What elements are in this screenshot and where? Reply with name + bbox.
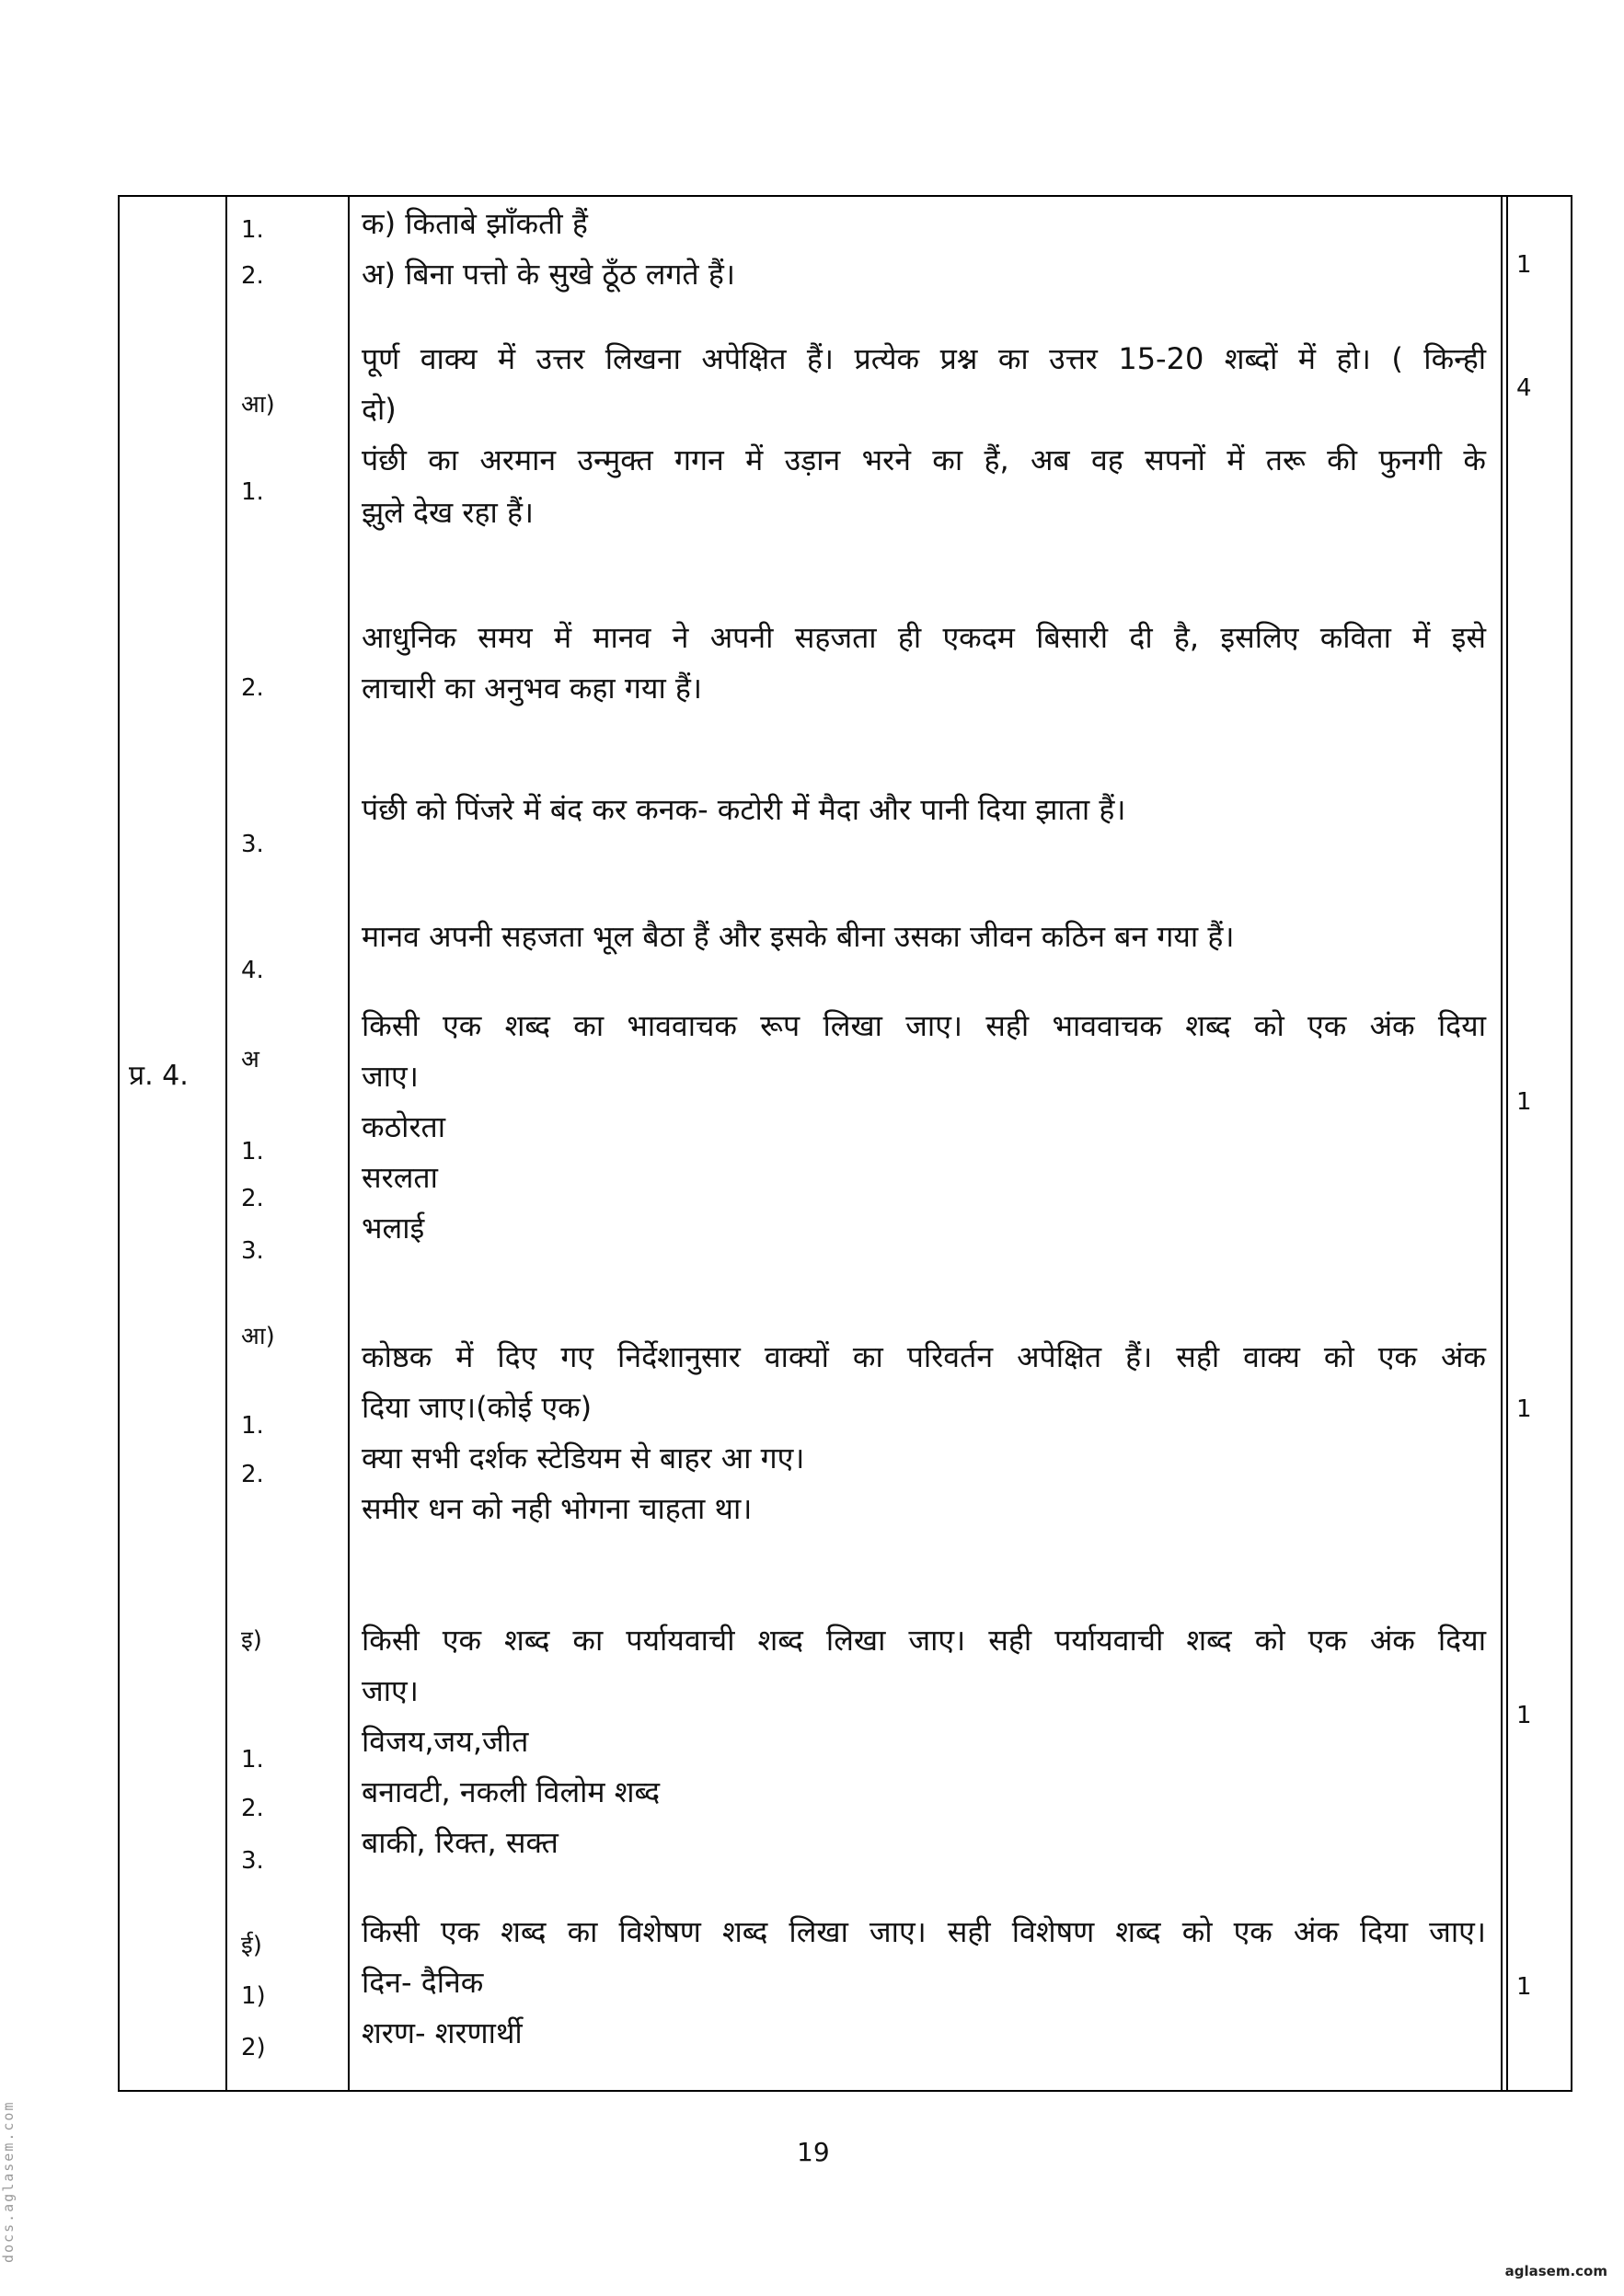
answer-line: क) किताबे झाँकती हैं — [362, 206, 588, 241]
sub-number: 1. — [241, 1138, 264, 1165]
answer-line: बनावटी, नकली विलोम शब्द — [362, 1774, 661, 1809]
sub-number: 2. — [241, 1185, 264, 1212]
marks-value: 1 — [1516, 1973, 1532, 2001]
marks-value: 1 — [1516, 1088, 1532, 1116]
sub-number: 1. — [241, 1412, 264, 1440]
answer-line: दो) — [362, 392, 397, 427]
sub-number: 1. — [241, 1746, 264, 1774]
sidebar-source-text: docs.aglasem.com — [0, 2100, 17, 2263]
answer-line: सरलता — [362, 1160, 438, 1195]
watermark-text: aglasem.com — [1504, 2263, 1607, 2279]
marks-value: 4 — [1516, 374, 1532, 402]
answer-line: क्या सभी दर्शक स्टेडियम से बाहर आ गए। — [362, 1441, 805, 1475]
sub-number: 3. — [241, 1237, 264, 1265]
answer-line: पूर्ण वाक्य में उत्तर लिखना अपेक्षित हैं। प्रत्येक प्रश्न का उत्तर 15-20 शब्दों में हो। ( किन्ही — [362, 341, 1486, 376]
sub-number: 2. — [241, 674, 264, 702]
answer-line: मानव अपनी सहजता भूल बैठा हैं और इसके बीना उसका जीवन कठिन बन गया हैं। — [362, 919, 1235, 954]
sub-number: इ) — [241, 1626, 262, 1654]
sub-number: 1. — [241, 478, 264, 506]
answer-line: कोष्ठक में दिए गए निर्देशानुसार वाक्यों का परिवर्तन अपेक्षित हैं। सही वाक्य को एक अंक — [362, 1339, 1486, 1374]
answer-line: दिन- दैनिक — [362, 1965, 484, 2000]
sub-number: आ) — [241, 1323, 275, 1350]
sub-number: ई) — [241, 1932, 262, 1959]
answer-line: पंछी को पिंजरे में बंद कर कनक- कटोरी में मैदा और पानी दिया झाता हैं। — [362, 792, 1126, 827]
answer-line: किसी एक शब्द का पर्यायवाची शब्द लिखा जाए। सही पर्यायवाची शब्द को एक अंक दिया — [362, 1623, 1486, 1658]
sub-number: 1) — [241, 1982, 266, 2010]
sub-number: 2. — [241, 262, 264, 290]
sub-number: 2. — [241, 1461, 264, 1488]
col-divider-3 — [1501, 195, 1503, 2092]
answer-line: समीर धन को नही भोगना चाहता था। — [362, 1491, 753, 1526]
sub-number: 4. — [241, 957, 264, 984]
col-divider-2 — [348, 195, 350, 2092]
answer-line: किसी एक शब्द का विशेषण शब्द लिखा जाए। सही विशेषण शब्द को एक अंक दिया जाए। — [362, 1914, 1486, 1949]
col-divider-4 — [1506, 195, 1508, 2092]
answer-line: कठोरता — [362, 1109, 446, 1144]
sub-number: आ) — [241, 391, 275, 419]
sub-number: 2. — [241, 1795, 264, 1822]
answer-line: झुले देख रहा हैं। — [362, 495, 535, 530]
table-left-border — [118, 195, 120, 2092]
sub-number: 2) — [241, 2034, 266, 2061]
answer-line: विजय,जय,जीत — [362, 1724, 529, 1759]
answer-line: बाकी, रिक्त, सक्त — [362, 1825, 559, 1860]
sub-number: 1. — [241, 216, 264, 244]
answer-line: लाचारी का अनुभव कहा गया हैं। — [362, 671, 703, 706]
marks-value: 1 — [1516, 251, 1532, 279]
marks-value: 1 — [1516, 1702, 1532, 1729]
answer-line: आधुनिक समय में मानव ने अपनी सहजता ही एकदम बिसारी दी है, इसलिए कविता में इसे — [362, 620, 1486, 655]
col-divider-1 — [225, 195, 227, 2092]
answer-line: दिया जाए।(कोई एक) — [362, 1390, 593, 1425]
answer-line: अ) बिना पत्तो के सुखे ठूँठ लगते हैं। — [362, 257, 735, 292]
answer-line: जाए। — [362, 1059, 419, 1094]
table-top-border — [118, 195, 1572, 197]
sub-number: अ — [241, 1046, 259, 1073]
answer-line: पंछी का अरमान उन्मुक्त गगन में उड़ान भरने का हैं, अब वह सपनों में तरू की फुनगी के — [362, 442, 1486, 477]
table-right-border — [1571, 195, 1572, 2092]
question-number: प्र. 4. — [129, 1060, 189, 1092]
answer-line: शरण- शरणार्थी — [362, 2015, 523, 2050]
table-bottom-border — [118, 2090, 1572, 2092]
marks-value: 1 — [1516, 1395, 1532, 1423]
sub-number: 3. — [241, 831, 264, 858]
sub-number: 3. — [241, 1847, 264, 1875]
answer-line: भलाई — [362, 1211, 425, 1246]
page-number: 19 — [797, 2137, 830, 2167]
answer-line: जाए। — [362, 1673, 419, 1708]
answer-line: किसी एक शब्द का भाववाचक रूप लिखा जाए। सही भाववाचक शब्द को एक अंक दिया — [362, 1008, 1486, 1043]
